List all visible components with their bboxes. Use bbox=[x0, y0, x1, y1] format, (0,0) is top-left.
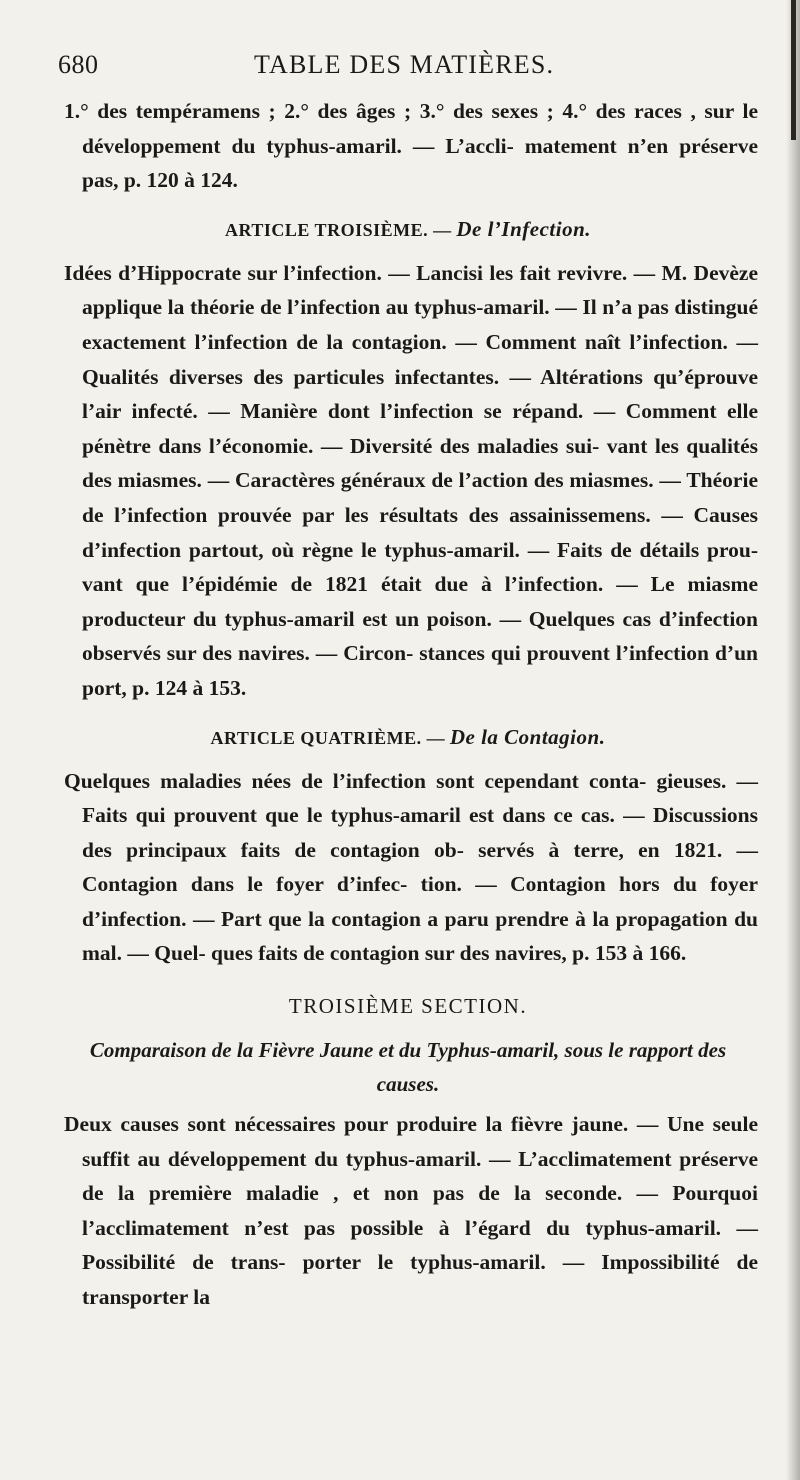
table-of-contents-body bbox=[58, 94, 758, 1315]
running-head: TABLE DES MATIÈRES. bbox=[254, 50, 555, 79]
page-edge-mark bbox=[791, 0, 796, 140]
section-3-heading: TROISIÈME SECTION. bbox=[288, 994, 528, 1019]
article-3-title: De l’Infection. bbox=[456, 216, 591, 241]
entry-paragraph-1: 1.° des tempéramens ; 2.° des âges ; 3.° des sexes ; 4.° des races , sur le développement du typhus-amaril. — L’accli- matement n’en préserve pas, p. 120 à 124. bbox=[64, 99, 758, 193]
article-4-text: Quelques maladies nées de l’infection sont cependant conta- gieuses. — Faits qui prouvent que le typhus-amaril est dans ce cas. — Discussions des principaux faits de contagion ob- servés à terre, en 1821. — Contagion dans le foyer d’infec- tion. — Contagion hors du foyer d’infection. — Part que la contagion a paru prendre à la propagation du mal. — Quel- ques faits de contagion sur des navires, p. 153 à 166. bbox=[64, 768, 758, 966]
page-number: 680 bbox=[58, 50, 99, 79]
page-header bbox=[58, 50, 758, 80]
article-4-title: De la Contagion. bbox=[449, 724, 606, 749]
article-3-heading bbox=[58, 198, 758, 256]
article-4-heading bbox=[58, 706, 758, 764]
page-edge-shadow bbox=[786, 0, 800, 1480]
article-3-text: Idées d’Hippocrate sur l’infection. — Lancisi les fait revivre. — M. Devèze applique la théorie de l’infection au typhus-amaril. — Il n’a pas distingué exactement l’infection de la contagion. — Comment naît l’infection. — Qualités diverses des particules infectantes. — Altérations qu’éprouve l’air infecté. — Manière dont l’infection se répand. — Comment elle pénètre dans l’économie. — Diversité des maladies sui- vant les qualités des miasmes. — Caractères généraux de l’action des miasmes. — Théorie de l’infection prouvée par les résultats des assainissemens. — Causes d’infection partout, où règne le typhus-amaril. — Faits de détails prou- vant que l’épidémie de 1821 était due à l’infection. — Le miasme producteur du typhus-amaril est un poison. — Quelques cas d’infection observés sur des navires. — Circon- stances qui prouvent l’infection d’un port, p. 124 à 153. bbox=[64, 260, 758, 700]
section-3-text: Deux causes sont nécessaires pour produire la fièvre jaune. — Une seule suffit au développement du typhus-amaril. — L’acclimatement préserve de la première maladie , et non pas de la seconde. — Pourquoi l’acclimatement n’est pas possible à l’égard du typhus-amaril. — Possibilité de trans- porter le typhus-amaril. — Impossibilité de transporter la bbox=[64, 1112, 758, 1310]
article-4-label: ARTICLE QUATRIÈME. — bbox=[210, 727, 446, 748]
section-3-subtitle: Comparaison de la Fièvre Jaune et du Typhus-amaril, sous le rapport des causes. bbox=[89, 1038, 727, 1097]
article-3-label: ARTICLE TROISIÈME. — bbox=[225, 219, 452, 240]
